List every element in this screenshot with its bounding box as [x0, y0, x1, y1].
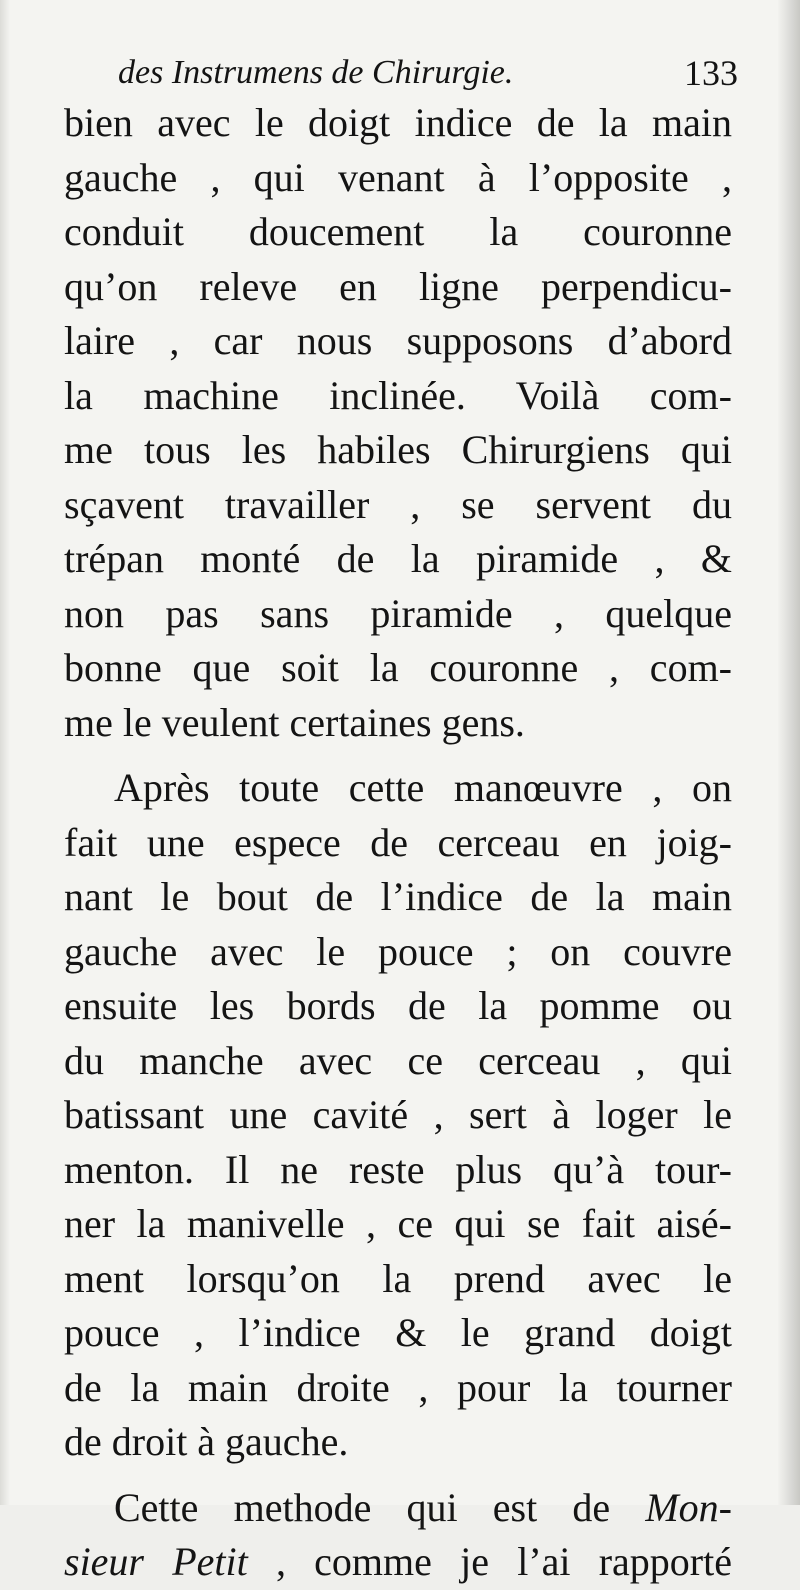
text-line: conduit doucement la couronne	[64, 209, 732, 254]
text-line: ment lorsqu’on la prend avec le	[64, 1255, 732, 1301]
page-left-edge	[0, 0, 10, 1505]
running-header	[118, 48, 738, 98]
text-line: du manche avec ce cerceau , qui	[64, 1037, 732, 1083]
body-text	[64, 96, 732, 1590]
text-line: nant le bout de l’indice de la main	[64, 874, 732, 919]
paragraph-1	[64, 96, 732, 750]
italic-name: sieur Petit	[64, 1539, 248, 1584]
text-line: batissant une cavité , sert à loger le	[64, 1092, 732, 1137]
text-line: non pas sans piramide , quelque	[64, 590, 732, 636]
text-line: gauche avec le pouce ; on couvre	[64, 928, 732, 974]
text-line: sçavent travailler , se servent du	[64, 481, 732, 527]
page-right-edge	[778, 0, 800, 1505]
text-line: me le veulent certaines gens.	[64, 699, 525, 745]
text-line: de la main droite , pour la tourner	[64, 1364, 732, 1410]
text-line: fait une espece de cerceau en joig-	[64, 819, 732, 865]
text-line: me tous les habiles Chirurgiens qui	[64, 427, 732, 472]
text-line: menton. Il ne reste plus qu’à tour-	[64, 1146, 732, 1192]
text-line: pouce , l’indice & le grand doigt	[64, 1310, 732, 1355]
paragraph-3	[64, 1481, 732, 1590]
paragraph-2	[64, 761, 732, 1470]
text-line	[64, 1481, 732, 1536]
text-line: de droit à gauche.	[64, 1419, 349, 1464]
text-line: bonne que soit la couronne , com-	[64, 645, 732, 690]
text-span: , comme je l’ai rapporté	[247, 1539, 732, 1584]
text-line: bien avec le doigt indice de la main	[64, 100, 732, 145]
italic-name: Mon-	[645, 1484, 732, 1530]
text-line: gauche , qui venant à l’opposite ,	[64, 154, 732, 200]
text-line	[64, 1535, 732, 1590]
text-line: trépan monté de la piramide , &	[64, 536, 732, 581]
text-line: qu’on releve en ligne perpendicu-	[64, 263, 732, 309]
text-span: Cette methode qui est de	[114, 1484, 646, 1530]
running-title: des Instrumens de Chirurgie.	[118, 54, 514, 91]
text-line: ensuite les bords de la pomme ou	[64, 983, 732, 1028]
text-line: la machine inclinée. Voilà com-	[64, 372, 732, 418]
text-line: ner la manivelle , ce qui se fait aisé-	[64, 1201, 732, 1246]
text-line: Après toute cette manœuvre , on	[114, 765, 732, 810]
page-number: 133	[684, 53, 738, 93]
text-line: laire , car nous supposons d’abord	[64, 318, 732, 363]
